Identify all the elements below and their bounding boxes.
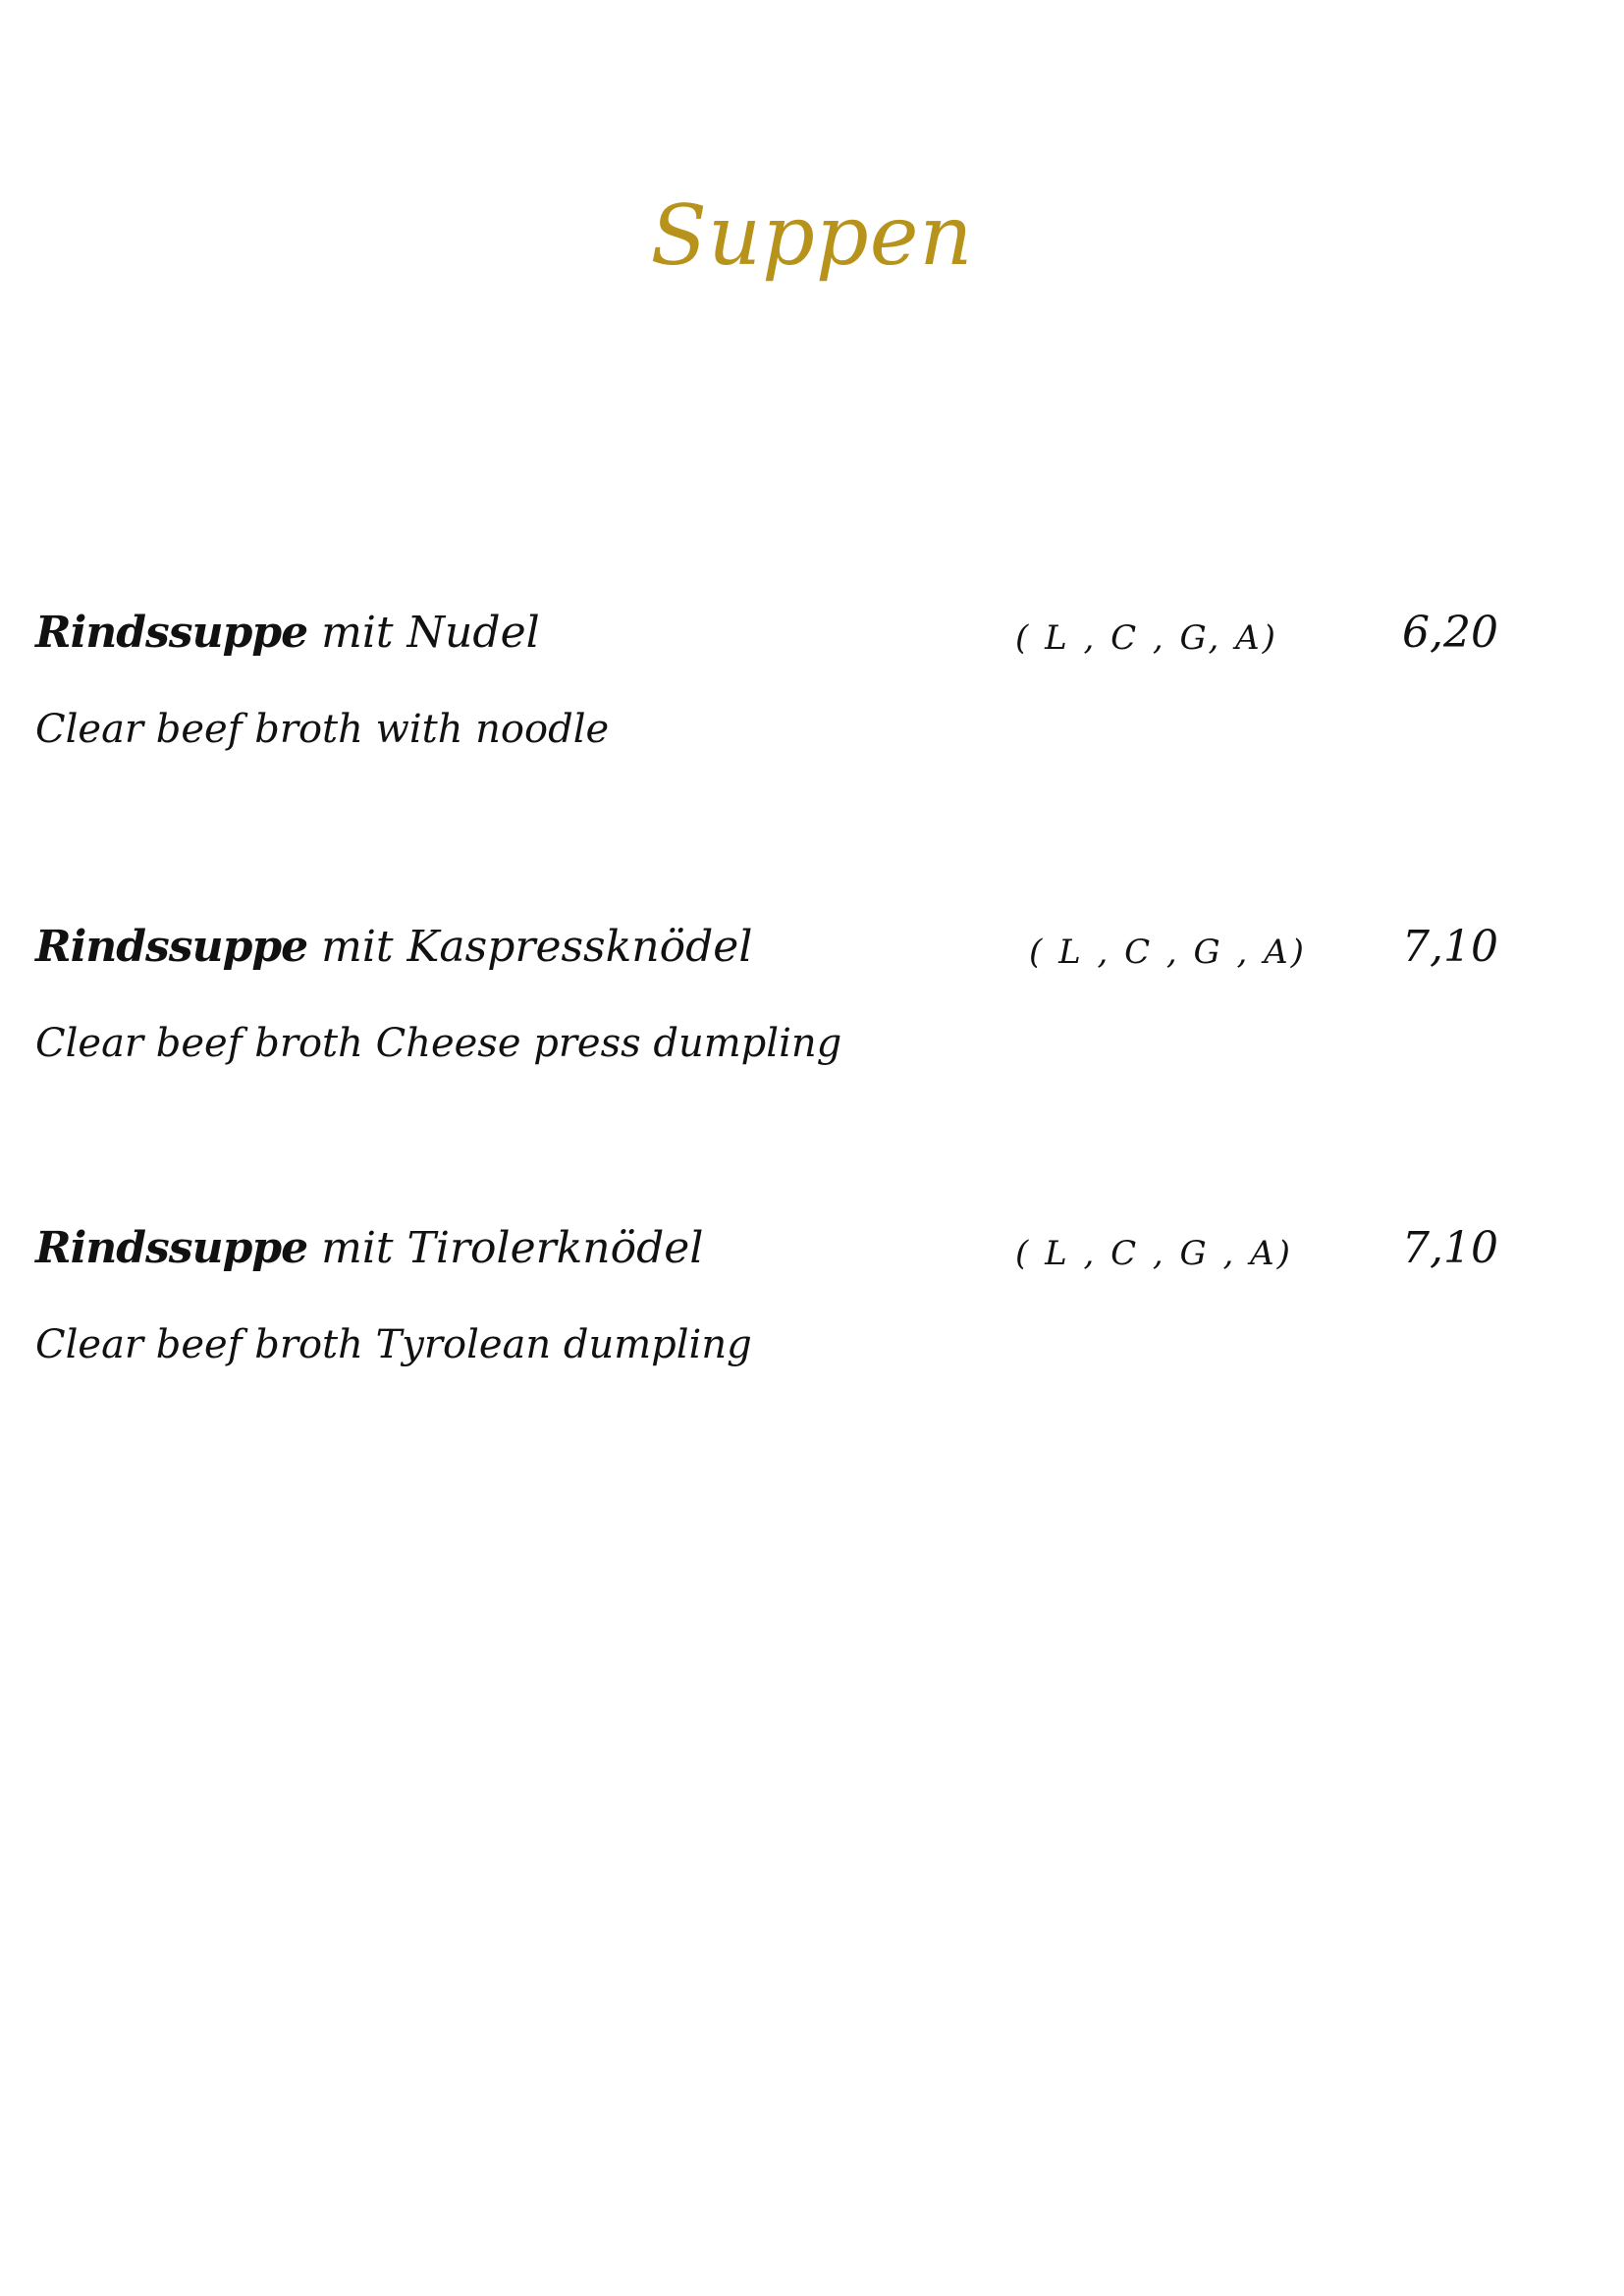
item-name-bold: Rindssuppe (35, 608, 308, 658)
page-title: Suppen (650, 187, 974, 284)
item-name-rest: mit Nudel (307, 608, 540, 658)
item-description: Clear beef broth Tyrolean dumpling (35, 1322, 752, 1367)
item-price: 6,20 (1402, 608, 1498, 658)
menu-item (0, 908, 1624, 1085)
item-name (35, 594, 540, 672)
menu-item (0, 1209, 1624, 1386)
menu-item (0, 594, 1624, 771)
item-price: 7,10 (1402, 922, 1498, 972)
item-allergens: ( L , C , G , A) (1029, 933, 1307, 972)
item-name-rest: mit Tirolerknödel (307, 1223, 704, 1273)
item-name (35, 1209, 703, 1288)
item-allergens: ( L , C , G, A) (1015, 618, 1278, 658)
item-description: Clear beef broth Cheese press dumpling (35, 1021, 842, 1066)
item-description: Clear beef broth with noodle (35, 707, 610, 752)
item-name (35, 908, 752, 987)
item-name-rest: mit Kaspressknödel (307, 922, 753, 972)
item-name-bold: Rindssuppe (35, 922, 308, 972)
item-price: 7,10 (1402, 1223, 1498, 1273)
item-allergens: ( L , C , G , A) (1015, 1234, 1293, 1273)
item-name-bold: Rindssuppe (35, 1223, 308, 1273)
